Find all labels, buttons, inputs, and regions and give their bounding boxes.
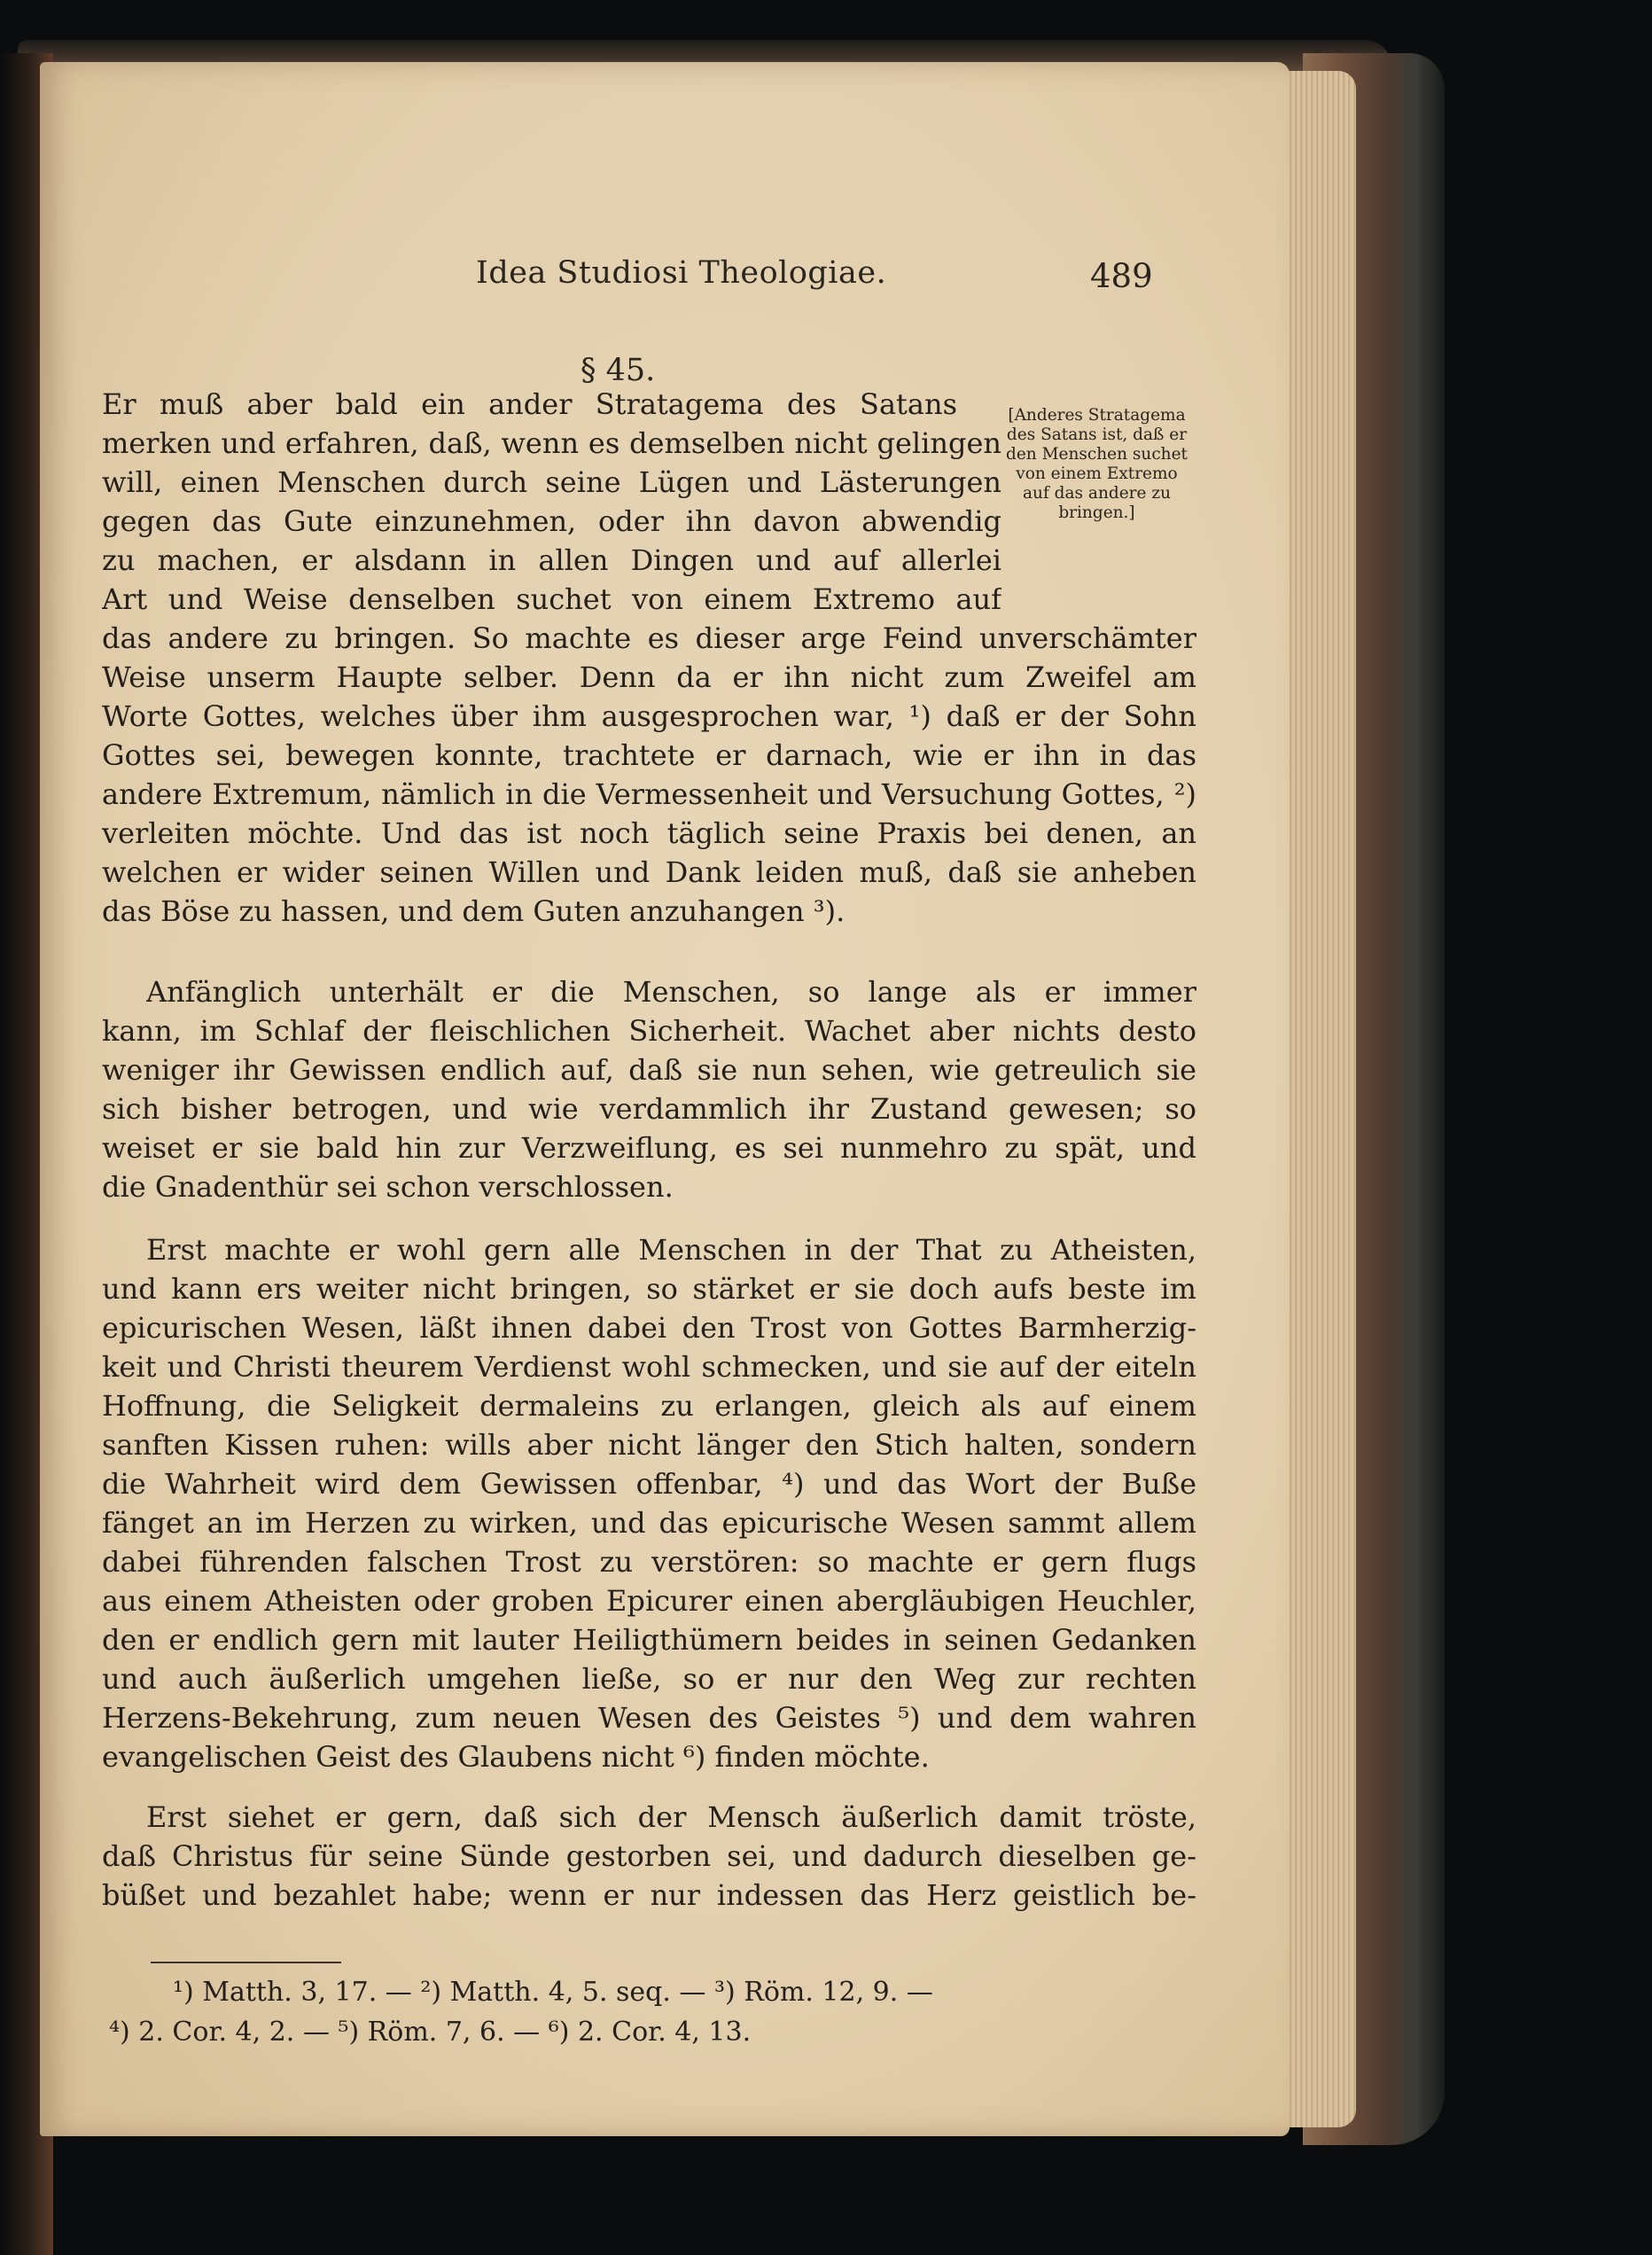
text-line: Art und Weise denselben suchet von einem Extremo auf [102,582,1001,616]
text-line: Erst machte er wohl gern alle Menschen in der That zu Atheisten, [146,1233,1196,1267]
text-line: daß Christus für seine Sünde gestorben sei, und dadurch dieselben ge- [102,1839,1196,1873]
section-heading: § 45. [581,353,656,388]
text-line: kann, im Schlaf der fleischlichen Sicherheit. Wachet aber nichts desto [102,1014,1196,1048]
text-line: weniger ihr Gewissen endlich auf, daß sie nun sehen, wie getreulich sie [102,1053,1196,1087]
text-line: das andere zu bringen. So machte es dieser arge Feind unverschämter [102,621,1196,655]
text-line: gegen das Gute einzunehmen, oder ihn davon abwendig [102,504,1001,538]
book-page [40,62,1290,2136]
text-line: dabei führenden falschen Trost zu verstören: so machte er gern flugs [102,1545,1196,1579]
text-line: die Gnadenthür sei schon verschlossen. [102,1170,674,1204]
text-line: keit und Christi theurem Verdienst wohl schmecken, und sie auf der eiteln [102,1350,1196,1384]
text-line: merken und erfahren, daß, wenn es demselben nicht gelingen [102,426,1001,460]
footnote-line: ⁴) 2. Cor. 4, 2. — ⁵) Röm. 7, 6. — ⁶) 2. Cor. 4, 13. [109,2017,752,2048]
running-title: Idea Studiosi Theologiae. [476,255,887,291]
text-line: büßet und bezahlet habe; wenn er nur indessen das Herz geistlich be- [102,1878,1196,1912]
text-line: verleiten möchte. Und das ist noch täglich seine Praxis bei denen, an [102,816,1196,850]
text-line: den er endlich gern mit lauter Heiligthümern beides in seinen Gedanken [102,1623,1196,1657]
text-line: zu machen, er alsdann in allen Dingen und auf allerlei [102,543,1001,577]
text-line: Erst siehet er gern, daß sich der Mensch äußerlich damit tröste, [146,1800,1196,1834]
text-line: Anfänglich unterhält er die Menschen, so lange als er immer [146,975,1196,1009]
text-line: andere Extremum, nämlich in die Vermessenheit und Versuchung Gottes, ²) [102,777,1196,811]
text-line: will, einen Menschen durch seine Lügen und Lästerungen [102,465,1001,499]
text-line: und kann ers weiter nicht bringen, so stärket er sie doch aufs beste im [102,1272,1196,1306]
text-line: sanften Kissen ruhen: wills aber nicht länger den Stich halten, sondern [102,1428,1196,1462]
page-number: 489 [1090,257,1153,295]
footnote-line: ¹) Matth. 3, 17. — ²) Matth. 4, 5. seq. — ³) Röm. 12, 9. — [173,1977,933,2008]
text-line: welchen er wider seinen Willen und Dank leiden muß, daß sie anheben [102,855,1196,889]
text-line: fänget an im Herzen zu wirken, und das epicurische Wesen sammt allem [102,1506,1196,1540]
text-line: aus einem Atheisten oder groben Epicurer einen abergläubigen Heuchler, [102,1584,1196,1618]
text-line: Er muß aber bald ein ander Stratagema des Satans [102,387,957,421]
text-line: weiset er sie bald hin zur Verzweiflung, es sei nunmehro zu spät, und [102,1131,1196,1165]
text-line: das Böse zu hassen, und dem Guten anzuhangen ³). [102,894,845,928]
text-line: evangelischen Geist des Glaubens nicht ⁶) finden möchte. [102,1740,930,1774]
text-line: Gottes sei, bewegen konnte, trachtete er darnach, wie er ihn in das [102,738,1196,772]
margin-note: [Anderes Stratagema des Satans ist, daß er den Menschen suchet von einem Extremo auf das andere zu bringen.] [1006,406,1188,522]
text-line: die Wahrheit wird dem Gewissen offenbar, ⁴) und das Wort der Buße [102,1467,1196,1501]
text-line: Hoffnung, die Seligkeit dermaleins zu erlangen, gleich als auf einem [102,1389,1196,1423]
text-line: Weise unserm Haupte selber. Denn da er ihn nicht zum Zweifel am [102,660,1196,694]
text-line: sich bisher betrogen, und wie verdammlich ihr Zustand gewesen; so [102,1092,1196,1126]
text-line: epicurischen Wesen, läßt ihnen dabei den Trost von Gottes Barmherzig- [102,1311,1196,1345]
text-line: und auch äußerlich umgehen ließe, so er nur den Weg zur rechten [102,1662,1196,1696]
text-line: Worte Gottes, welches über ihm ausgesprochen war, ¹) daß er der Sohn [102,699,1196,733]
text-line: Herzens-Bekehrung, zum neuen Wesen des Geistes ⁵) und dem wahren [102,1701,1196,1735]
footnote-separator [151,1962,341,1963]
